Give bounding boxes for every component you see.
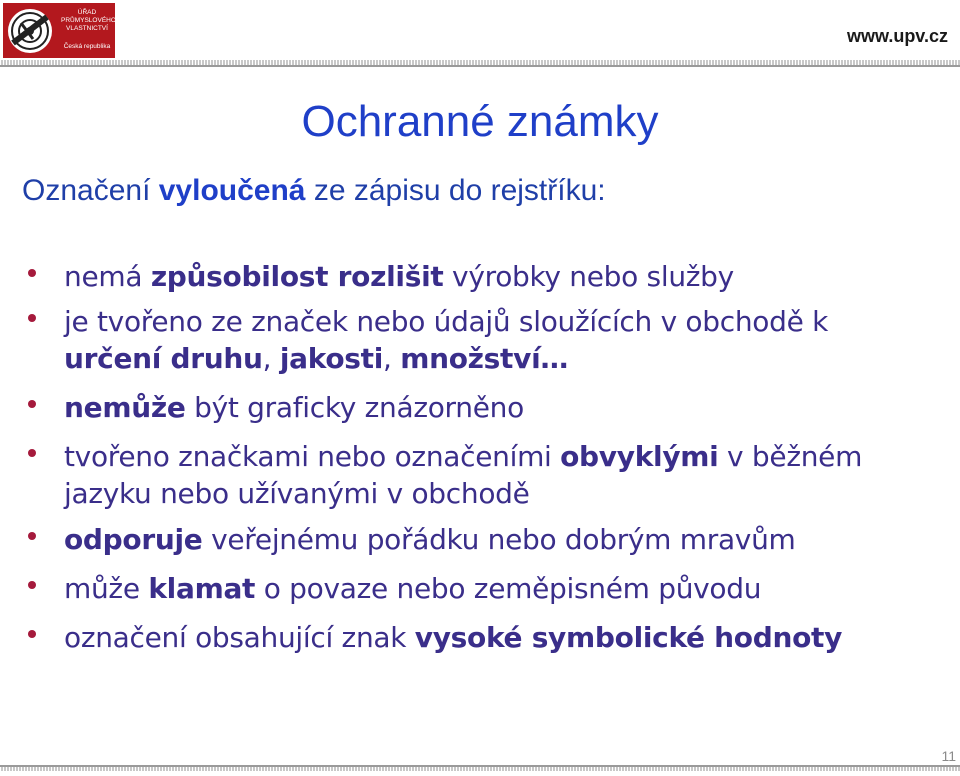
site-url[interactable]: www.upv.cz	[846, 26, 948, 46]
bullet-list	[28, 258, 948, 656]
logo-line3: VLASTNICTVÍ	[66, 25, 108, 32]
logo-line2: PRŮMYSLOVÉHO	[61, 17, 116, 24]
bullet-item: může klamat o povaze nebo zeměpisném původu	[28, 570, 948, 607]
logo-line4: Česká republika	[63, 43, 111, 50]
footer-divider	[0, 765, 960, 771]
bullet-item: odporuje veřejnému pořádku nebo dobrým mravům	[28, 521, 948, 558]
subtitle-highlight: vyloučená	[158, 174, 306, 207]
logo-line1: ÚŘAD	[77, 9, 97, 16]
slide-subtitle	[22, 174, 606, 208]
bullet-item: tvořeno značkami nebo označeními obvyklými v běžném jazyku nebo užívanými v obchodě	[28, 438, 948, 512]
upv-logo	[3, 3, 115, 58]
bullet-item: nemůže být graficky znázorněno	[28, 389, 948, 426]
bullet-item: je tvořeno ze značek nebo údajů sloužících v obchodě k určení druhu, jakosti, množství…	[28, 303, 948, 377]
subtitle-post: ze zápisu do rejstříku:	[305, 174, 606, 207]
slide-title: Ochranné známky	[301, 97, 659, 146]
logo-text	[61, 9, 116, 51]
bullet-item: označení obsahující znak vysoké symbolické hodnoty	[28, 619, 948, 656]
header-divider	[0, 60, 960, 67]
bullet-item: nemá způsobilost rozlišit výrobky nebo služby	[28, 258, 948, 295]
page-number: 11	[941, 748, 956, 764]
logo-emblem-icon	[3, 3, 59, 58]
subtitle-pre: Označení	[22, 174, 159, 207]
